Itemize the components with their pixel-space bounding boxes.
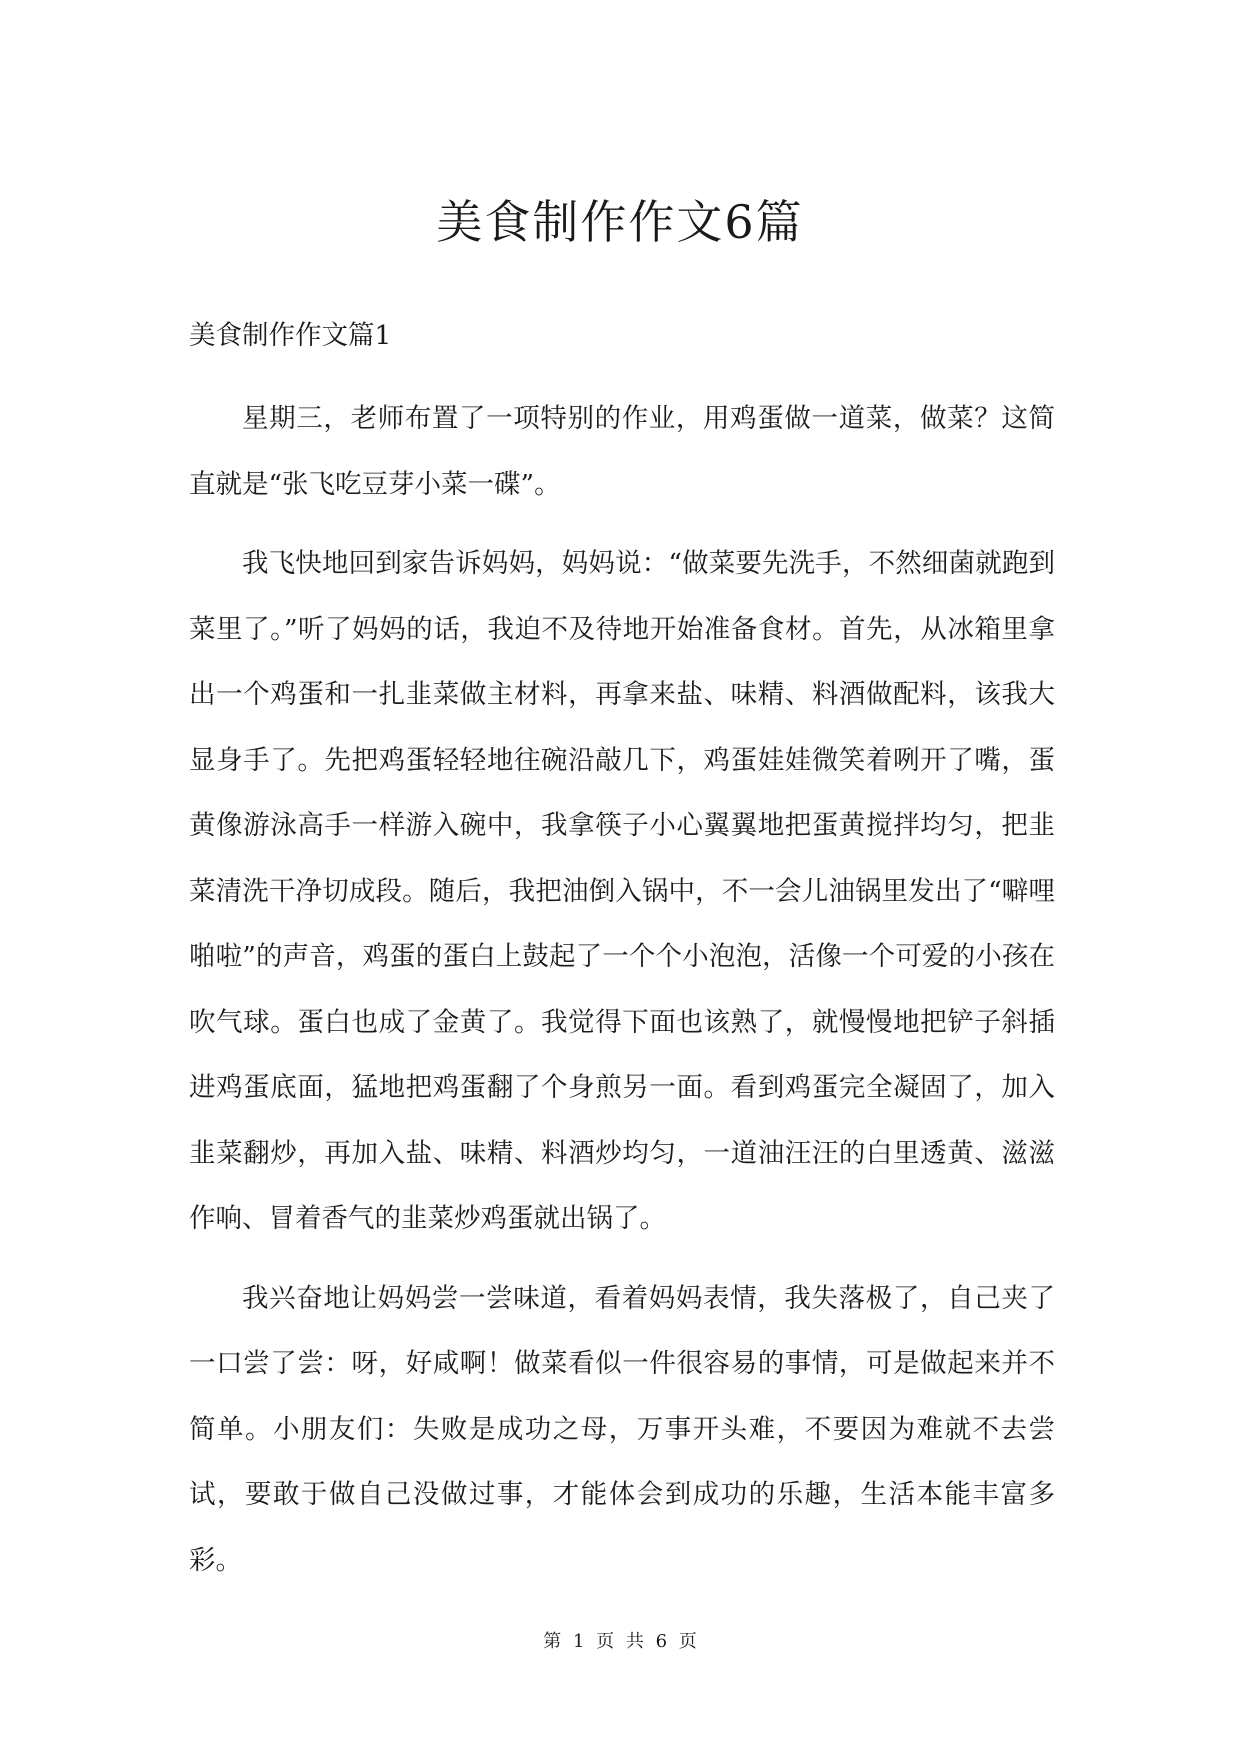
paragraph-3: 我兴奋地让妈妈尝一尝味道，看着妈妈表情，我失落极了，自己夹了一口尝了尝：呀，好咸啊！做菜看似一件很容易的事情，可是做起来并不简单。小朋友们：失败是成功之母，万事开头难，不要因为难就不去尝试，要敢于做自己没做过事，才能体会到成功的乐趣，生活本能丰富多彩。: [189, 1282, 1055, 1576]
paragraph-1: 星期三，老师布置了一项特别的作业，用鸡蛋做一道菜，做菜？这简直就是“张飞吃豆芽小菜一碟”。: [189, 403, 1055, 500]
section-heading: 美食制作作文篇1: [189, 320, 392, 351]
page-footer: 第 1 页 共 6 页: [543, 1631, 697, 1652]
document-title: 美食制作作文6篇: [436, 195, 804, 249]
paragraph-2: 我飞快地回到家告诉妈妈，妈妈说：“做菜要先洗手，不然细菌就跑到菜里了。”听了妈妈的话，我迫不及待地开始准备食材。首先，从冰箱里拿出一个鸡蛋和一扎韭菜做主材料，再拿来盐、味精、料酒做配料，该我大显身手了。先把鸡蛋轻轻地往碗沿敲几下，鸡蛋娃娃微笑着咧开了嘴，蛋黄像游泳高手一样游入碗中，我拿筷子小心翼翼地把蛋黄搅拌均匀，把韭菜清洗干净切成段。随后，我把油倒入锅中，不一会儿油锅里发出了“噼哩啪啦”的声音，鸡蛋的蛋白上鼓起了一个个小泡泡，活像一个可爱的小孩在吹气球。蛋白也成了金黄了。我觉得下面也该熟了，就慢慢地把铲子斜插进鸡蛋底面，猛地把鸡蛋翻了个身煎另一面。看到鸡蛋完全凝固了，加入韭菜翻炒，再加入盐、味精、料酒炒均匀，一道油汪汪的白里透黄、滋滋作响、冒着香气的韭菜炒鸡蛋就出锅了。: [189, 548, 1055, 1234]
document-body: [189, 312, 1055, 1607]
